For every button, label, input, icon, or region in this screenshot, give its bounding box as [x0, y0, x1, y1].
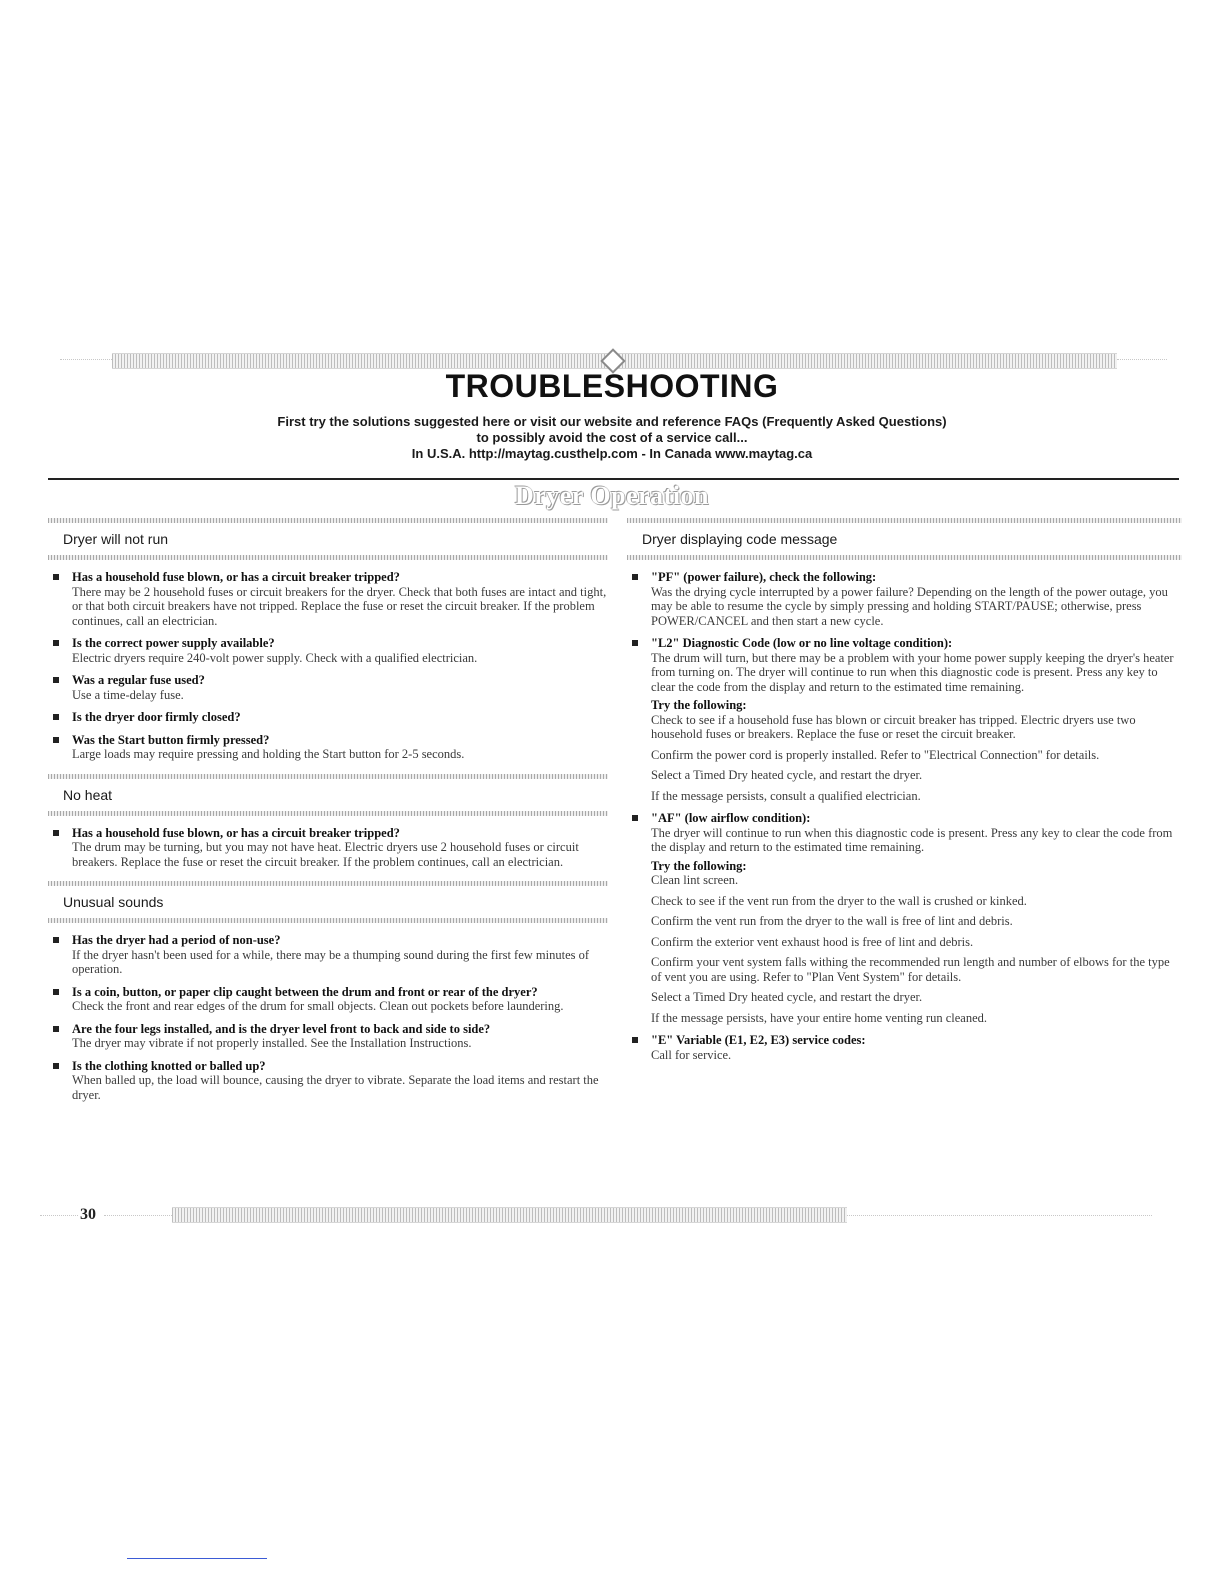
list-item-af [627, 811, 1182, 1025]
step: If the message persists, have your entire home venting run cleaned. [651, 1010, 987, 1025]
section-heading: No heat [63, 786, 113, 803]
step: Confirm your vent system falls withing the recommended run length and number of elbows for the type of vent you are using. Refer to "Plan Vent System" for details. [651, 955, 1170, 984]
list-item-pf [627, 570, 1182, 628]
list-item-l2 [627, 636, 1182, 803]
step: If the message persists, consult a qualified electrician. [651, 788, 921, 803]
question: Was a regular fuse used? [72, 673, 205, 687]
answer: The drum may be turning, but you may not have heat. Electric dryers use 2 household fuses or circuit breakers. Replace the fuse or reset the circuit breaker. If the problem continues, call an electrician. [72, 840, 579, 869]
list-item [48, 673, 608, 702]
section-code-message [627, 518, 1182, 1062]
bottom-blue-line [127, 1558, 267, 1559]
question: "AF" (low airflow condition): [651, 811, 811, 825]
answer: The dryer may vibrate if not properly installed. See the Installation Instructions. [72, 1036, 472, 1050]
list-item [48, 636, 608, 665]
list-item [48, 1022, 608, 1051]
intro-text [0, 414, 1224, 462]
answer: Large loads may require pressing and holding the Start button for 2-5 seconds. [72, 747, 465, 761]
answer: The dryer will continue to run when this diagnostic code is present. Press any key to clear the code from the display and return to the estimated time remaining. [651, 825, 1173, 854]
answer: The drum will turn, but there may be a problem with your home power supply keeping the dryer's heater from turning on. The dryer will continue to run when this diagnostic code is present. Press any key to clear the code from the display and return to the estimated time remaining. [651, 650, 1174, 694]
right-column [627, 518, 1182, 1074]
list-item [48, 733, 608, 762]
step: Confirm the vent run from the dryer to the wall is free of lint and debris. [651, 914, 1013, 928]
list-item [48, 826, 608, 870]
try-following-label: Try the following: [651, 858, 747, 873]
bullet-square-icon [53, 574, 59, 580]
bullet-square-icon [53, 989, 59, 995]
question: Has a household fuse blown, or has a circuit breaker tripped? [72, 825, 400, 840]
bullet-square-icon [632, 574, 638, 580]
list-item [48, 1059, 608, 1103]
section-heading: Dryer displaying code message [642, 531, 838, 547]
try-following-label: Try the following: [651, 698, 747, 712]
footer-decorative-band [172, 1207, 847, 1223]
section-dryer-will-not-run [48, 518, 608, 762]
answer: When balled up, the load will bounce, causing the dryer to vibrate. Separate the load items and restart the dryer. [72, 1073, 599, 1102]
section-hatch-bottom [48, 918, 608, 923]
bullet-square-icon [53, 1026, 59, 1032]
step: Select a Timed Dry heated cycle, and restart the dryer. [651, 990, 923, 1004]
list-item-e [627, 1033, 1182, 1062]
answer: Use a time-delay fuse. [72, 687, 184, 702]
question: Has the dryer had a period of non-use? [72, 933, 281, 947]
answer: There may be 2 household fuses or circuit breakers for the dryer. Check that both fuses are intact and tight, or that both circuit breakers have not tripped. Replace the fuse or reset the circuit breaker. If the problem continues, call an electrician. [72, 584, 607, 628]
left-column [48, 518, 608, 1114]
header-dotted-line-left [60, 359, 112, 360]
question: Was the Start button firmly pressed? [72, 732, 270, 747]
footer-dotted-line-left [40, 1215, 78, 1216]
step: Confirm the power cord is properly installed. Refer to "Electrical Connection" for details. [651, 747, 1100, 762]
answer: Call for service. [651, 1047, 732, 1062]
bullet-square-icon [632, 815, 638, 821]
page-number: 30 [80, 1206, 96, 1223]
section-heading: Unusual sounds [63, 894, 164, 910]
footer-dotted-line-right [847, 1215, 1152, 1216]
step: Check to see if a household fuse has blown or circuit breaker has tripped. Electric dryers use two household fuses or breakers. Replace the fuse or reset the circuit breaker. [651, 712, 1136, 741]
section-heading: Dryer will not run [63, 531, 169, 547]
list-item [48, 710, 608, 725]
bullet-square-icon [53, 640, 59, 646]
intro-line-2: to possibly avoid the cost of a service call... [476, 430, 748, 445]
answer: If the dryer hasn't been used for a while, there may be a thumping sound during the first few minutes of operation. [72, 947, 590, 976]
step: Clean lint screen. [651, 873, 739, 887]
question: Has a household fuse blown, or has a circuit breaker tripped? [72, 570, 400, 584]
answer: Electric dryers require 240-volt power supply. Check with a qualified electrician. [72, 650, 478, 665]
bullet-square-icon [53, 937, 59, 943]
bullet-square-icon [53, 1063, 59, 1069]
question: Is the clothing knotted or balled up? [72, 1058, 266, 1073]
bullet-square-icon [632, 640, 638, 646]
answer: Check the front and rear edges of the drum for small objects. Clean out pockets before laundering. [72, 999, 564, 1013]
page-title: TROUBLESHOOTING [445, 368, 779, 404]
bullet-square-icon [53, 830, 59, 836]
question: "PF" (power failure), check the following: [651, 570, 877, 584]
list-item [48, 570, 608, 628]
answer: Was the drying cycle interrupted by a power failure? Depending on the length of the power outage, you may be able to resume the cycle by simply pressing and holding START/PAUSE; otherwise, press POWER/CANCEL and then start a new cycle. [651, 584, 1168, 628]
section-hatch-bottom [627, 555, 1182, 560]
item-list [48, 826, 608, 870]
list-item [48, 985, 608, 1014]
intro-line-3: In U.S.A. http://maytag.custhelp.com - In Canada www.maytag.ca [411, 446, 813, 461]
section-title: Dryer Operation [514, 481, 710, 510]
question: "L2" Diagnostic Code (low or no line voltage condition): [651, 636, 953, 650]
question: Are the four legs installed, and is the dryer level front to back and side to side? [72, 1021, 491, 1036]
intro-line-1: First try the solutions suggested here or visit our website and reference FAQs (Frequently Asked Questions) [277, 414, 947, 429]
step: Check to see if the vent run from the dryer to the wall is crushed or kinked. [651, 893, 1027, 908]
section-no-heat [48, 774, 608, 870]
item-list [48, 933, 608, 1102]
footer-dotted-line-mid [104, 1215, 172, 1216]
list-item [48, 933, 608, 977]
question: "E" Variable (E1, E2, E3) service codes: [651, 1033, 866, 1047]
question: Is the correct power supply available? [72, 636, 275, 650]
step: Select a Timed Dry heated cycle, and restart the dryer. [651, 768, 923, 782]
bullet-square-icon [53, 737, 59, 743]
bullet-square-icon [53, 714, 59, 720]
header-dotted-line-right [1117, 359, 1167, 360]
question: Is the dryer door firmly closed? [72, 710, 241, 724]
section-hatch-bottom [48, 811, 608, 816]
item-list [48, 570, 608, 762]
question: Is a coin, button, or paper clip caught between the drum and front or rear of the dryer? [72, 984, 538, 999]
header-divider [48, 478, 1179, 480]
section-hatch-bottom [48, 555, 608, 560]
section-unusual-sounds [48, 881, 608, 1102]
item-list [627, 570, 1182, 1062]
bullet-square-icon [53, 677, 59, 683]
step: Confirm the exterior vent exhaust hood is free of lint and debris. [651, 934, 974, 949]
bullet-square-icon [632, 1037, 638, 1043]
